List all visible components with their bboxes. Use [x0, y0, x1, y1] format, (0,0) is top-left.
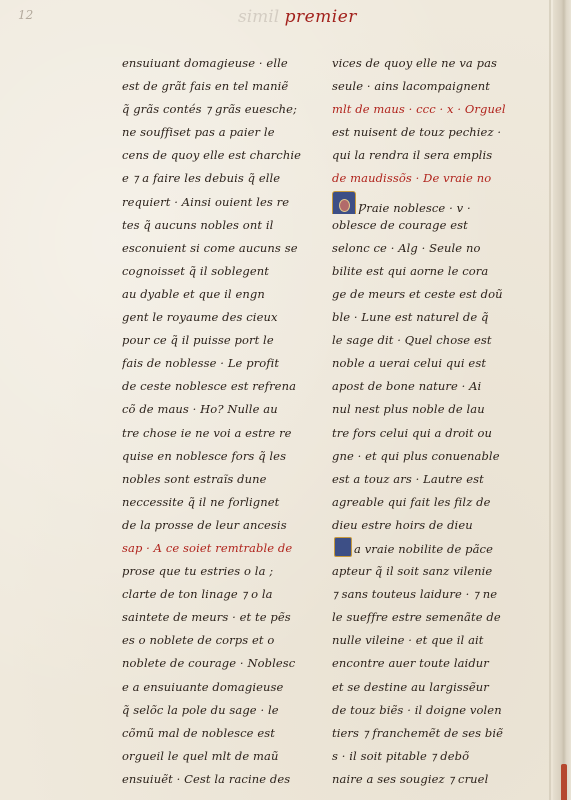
text-line-content: s · il soit pitable ⁊ debõ	[332, 748, 470, 763]
text-line-content: seule · ains lacompaignent	[332, 79, 490, 94]
text-line-content: ⁊ sans touteus laidure · ⁊ ne	[332, 587, 498, 602]
text-column-left	[122, 52, 307, 791]
text-line-content: pour ce q̃ il puisse port le	[122, 333, 274, 348]
text-line-content: est de grãt fais en tel maniẽ	[122, 79, 289, 94]
text-line	[122, 468, 307, 491]
text-line-content: agreable qui fait les filz de	[332, 494, 491, 509]
text-line	[332, 537, 517, 560]
text-line	[332, 121, 517, 144]
text-line-content: bilite est qui aorne le cora	[332, 263, 489, 278]
text-line	[332, 606, 517, 629]
text-line-content: quise en noblesce fors q̃ les	[122, 448, 287, 463]
text-line	[332, 306, 517, 329]
text-line-content: cognoisset q̃ il soblegent	[122, 263, 270, 278]
text-line	[122, 237, 307, 260]
text-line	[122, 306, 307, 329]
text-line	[332, 329, 517, 352]
text-line-content: nul nest plus noble de lau	[332, 402, 485, 417]
text-line	[332, 722, 517, 745]
text-line-content: fais de noblesse · Le profit	[122, 356, 280, 371]
page-fold-line	[549, 0, 551, 800]
text-line	[332, 352, 517, 375]
text-line	[332, 398, 517, 421]
text-line	[332, 699, 517, 722]
text-line	[332, 652, 517, 675]
text-line-content: apteur q̃ il soit sanz vilenie	[332, 564, 493, 579]
text-line-content: dieu estre hoirs de dieu	[332, 517, 473, 532]
text-line-content: est nuisent de touz pechiez ·	[332, 125, 502, 140]
text-line	[332, 445, 517, 468]
text-line	[122, 537, 307, 560]
text-line	[122, 422, 307, 445]
text-line-content: tre fors celui qui a droit ou	[332, 425, 493, 440]
text-line-content: clarte de ton linage ⁊ o la	[122, 587, 273, 602]
text-line	[332, 191, 517, 214]
text-line	[122, 745, 307, 768]
text-line	[122, 329, 307, 352]
text-line	[122, 191, 307, 214]
text-line-content: e a ensuiuante domagieuse	[122, 679, 284, 694]
text-line-content: a vraie nobilite de pãce	[354, 541, 493, 556]
text-line	[122, 144, 307, 167]
text-line	[332, 52, 517, 75]
page-edge	[553, 0, 571, 800]
text-line	[122, 768, 307, 791]
text-line-content: neccessite q̃ il ne forlignet	[122, 494, 280, 509]
text-line	[122, 629, 307, 652]
text-line	[332, 214, 517, 237]
text-line-content: tiers ⁊ franchemẽt de ses biẽ	[332, 725, 504, 740]
text-line-content: au dyable et que il engn	[122, 286, 265, 301]
text-line	[332, 745, 517, 768]
text-line	[332, 629, 517, 652]
decorated-initial-icon	[332, 191, 356, 214]
text-line	[122, 398, 307, 421]
text-line	[122, 75, 307, 98]
text-line	[332, 375, 517, 398]
text-line	[122, 167, 307, 190]
text-line	[332, 237, 517, 260]
text-line-content: encontre auer toute laidur	[332, 656, 489, 671]
text-line-content: naire a ses sougiez ⁊ cruel	[332, 771, 489, 786]
text-line	[122, 52, 307, 75]
text-line-content: ble · Lune est naturel de q̃	[332, 310, 489, 325]
text-line	[122, 676, 307, 699]
text-line	[122, 445, 307, 468]
running-header	[238, 6, 358, 28]
text-line	[332, 98, 517, 121]
text-line-content: de touz biẽs · il doigne volen	[332, 702, 502, 717]
text-line	[332, 422, 517, 445]
header-title: premier	[284, 7, 357, 27]
text-line-content: apost de bone nature · Ai	[332, 379, 482, 394]
text-line	[122, 560, 307, 583]
text-line	[332, 260, 517, 283]
text-line-content: le sueffre estre semenãte de	[332, 610, 501, 625]
text-line-content: nobles sont estraĩs dune	[122, 471, 267, 486]
text-line	[122, 375, 307, 398]
folio-number: 12	[18, 8, 34, 22]
text-line	[122, 283, 307, 306]
text-line-content: ensuiuant domagieuse · elle	[122, 56, 288, 70]
text-line-content: cens de quoy elle est charchie	[122, 148, 302, 163]
text-line	[332, 75, 517, 98]
text-line-content: tes q̃ aucuns nobles ont il	[122, 217, 274, 232]
text-line-content: noblete de courage · Noblesc	[122, 656, 296, 671]
text-line-content: de maudissõs · De vraie no	[332, 171, 492, 186]
text-line-content: q̃ selõc la pole du sage · le	[122, 702, 279, 717]
text-line-content: mlt de maus · ccc · x · Orguel	[332, 102, 506, 117]
text-line-content: prose que tu estries o la ;	[122, 564, 274, 579]
text-line	[332, 583, 517, 606]
header-faint-word: simil	[238, 7, 280, 27]
text-line	[332, 468, 517, 491]
text-line-content: tre chose ie ne voi a estre re	[122, 425, 292, 440]
text-line-content: cõmũ mal de noblesce est	[122, 725, 275, 740]
text-line	[122, 652, 307, 675]
text-line-content: sap · A ce soiet remtrable de	[122, 540, 293, 555]
text-line-content: noble a uerai celui qui est	[332, 356, 487, 371]
text-line	[122, 121, 307, 144]
text-line-content: nulle vileine · et que il ait	[332, 633, 484, 648]
text-line	[122, 606, 307, 629]
text-line-content: esconuient si come aucuns se	[122, 240, 298, 255]
red-page-tab	[561, 764, 567, 800]
text-line-content: selonc ce · Alg · Seule no	[332, 240, 481, 255]
text-line	[332, 144, 517, 167]
text-line	[122, 514, 307, 537]
text-line-content: ge de meurs et ceste est doũ	[332, 286, 503, 301]
text-line-content: oblesce de courage est	[332, 217, 468, 232]
text-line-content: gne · et qui plus conuenable	[332, 448, 500, 463]
text-line-content: qui la rendra il sera emplis	[332, 148, 493, 163]
text-line	[122, 98, 307, 121]
text-line-content: orgueil le quel mlt de maũ	[122, 748, 279, 763]
text-line	[332, 768, 517, 791]
text-line	[122, 214, 307, 237]
text-line	[332, 167, 517, 190]
text-line	[122, 260, 307, 283]
text-line	[332, 491, 517, 514]
text-line-content: ne souffiset pas a paier le	[122, 125, 275, 140]
text-line-content: le sage dit · Quel chose est	[332, 333, 492, 348]
text-line-content: Ƿraie noblesce · v ·	[358, 200, 471, 214]
text-line-content: cõ de maus · Ho? Nulle au	[122, 402, 278, 417]
text-line-content: ensuiuẽt · Cest la racine des	[122, 771, 291, 786]
text-line	[332, 514, 517, 537]
text-column-right	[332, 52, 517, 791]
text-line	[332, 676, 517, 699]
text-line-content: e ⁊ a faire les debuis q̃ elle	[122, 171, 281, 186]
text-line-content: es o noblete de corps et o	[122, 633, 275, 648]
text-line-content: vices de quoy elle ne va pas	[332, 56, 498, 70]
text-line-content: et se destine au largissẽur	[332, 679, 489, 694]
text-line-content: requiert · Ainsi ouient les re	[122, 194, 290, 209]
text-line	[332, 560, 517, 583]
text-line-content: gent le royaume des cieux	[122, 310, 278, 325]
text-line	[122, 583, 307, 606]
text-line	[122, 699, 307, 722]
text-line	[122, 722, 307, 745]
text-line-content: de ceste noblesce est refrena	[122, 379, 297, 394]
text-line-content: de la prosse de leur ancesis	[122, 517, 287, 532]
text-line	[332, 283, 517, 306]
decorated-initial-icon	[334, 537, 352, 557]
text-line-content: est a touz ars · Lautre est	[332, 471, 484, 486]
text-line	[122, 491, 307, 514]
text-line-content: q̃ grãs contés ⁊ grãs euesche;	[122, 102, 298, 117]
text-line	[122, 352, 307, 375]
text-line-content: saintete de meurs · et te pẽs	[122, 610, 291, 625]
